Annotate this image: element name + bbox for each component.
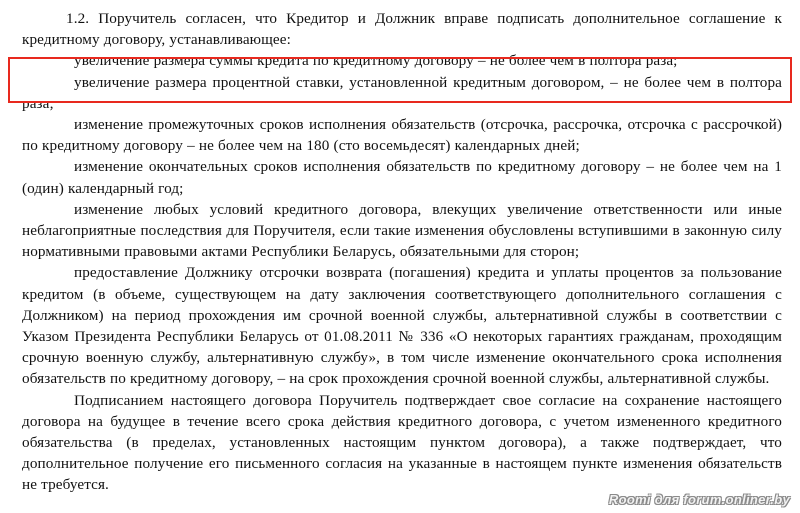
watermark-label: Roomi для forum.onliner.by [608,492,790,507]
paragraph-change-interim-terms: изменение промежуточных сроков исполнения обязательств (отсрочка, рассрочка, отсрочка с рассрочкой) по кредитному договору – не более чем на 180 (сто восемьдесят) календарных дней; [22,116,782,155]
paragraph-increase-interest-rate: увеличение размера процентной ставки, установленной кредитным договором, – не более чем в полтора раза; [22,73,782,112]
paragraph-signing-confirmation: Подписанием настоящего договора Поручитель подтверждает свое согласие на сохранение настоящего договора на будущее в течение всего срока действия кредитного договора, с учетом измененного кредитного обязательства (в пределах, установленных настоящим пунктом договора), а также подтверждает, что дополнительное получение его письменного согласия на указанные в настоящем пункте изменения обязательств не требуется. [22,391,782,494]
paragraph-clause-1-2: 1.2. Поручитель согласен, что Кредитор и Должник вправе подписать дополнительное соглашение к кредитному договору, устанавливающее: [22,10,782,49]
paragraph-change-any-conditions: изменение любых условий кредитного договора, влекущих увеличение ответственности или иные неблагоприятные последствия для Поручителя, если такие изменения обусловлены вступившими в законную силу нормативными правовыми актами Республики Беларусь, обязательными для сторон; [22,200,782,261]
document-text-body [22,8,782,496]
paragraph-increase-loan-amount: увеличение размера суммы кредита по кредитному договору – не более чем в полтора раза; [74,52,678,70]
paragraph-deferral-military-service: предоставление Должнику отсрочки возврата (погашения) кредита и уплаты процентов за пользование кредитом (в объеме, существующем на дату заключения соответствующего дополнительного соглашения с Должником) на период прохождения им срочной военной службы, альтернативной службы в соответствии с Указом Президента Республики Беларусь от 01.08.2011 № 336 «О некоторых гарантиях гражданам, проходящим срочную военную службу, альтернативную службу», в том числе изменение окончательного срока исполнения обязательств по кредитному договору, – на срок прохождения срочной военной службы, альтернативной службы. [22,264,782,388]
paragraph-change-final-terms: изменение окончательных сроков исполнения обязательств по кредитному договору – не более чем на 1 (один) календарный год; [22,158,782,197]
